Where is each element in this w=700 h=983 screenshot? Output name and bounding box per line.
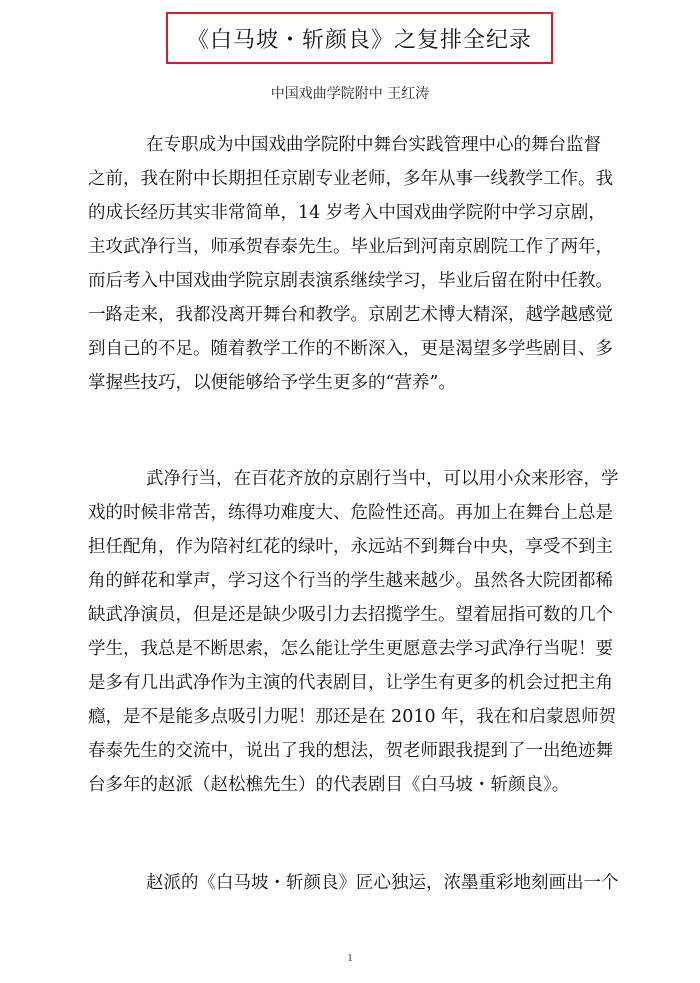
text-line: 春泰先生的交流中，说出了我的想法，贺老师跟我提到了一出绝迹舞: [88, 741, 613, 761]
text-line: 掌握些技巧，以便能够给予学生更多的“营养”。: [88, 373, 456, 393]
text-line: 之前，我在附中长期担任京剧专业老师，多年从事一线教学工作。我: [88, 169, 613, 189]
text-line: 到自己的不足。随着教学工作的不断深入，更是渴望多学些剧目、多: [88, 339, 613, 359]
page-number: 1: [347, 952, 353, 964]
text-line: 学生，我总是不断思索，怎么能让学生更愿意去学习武净行当呢！要: [88, 639, 613, 659]
text-line: 的成长经历其实非常简单，14 岁考入中国戏曲学院附中学习京剧，: [88, 203, 606, 223]
text-line: 是多有几出武净作为主演的代表剧目，让学生有更多的机会过把主角: [88, 673, 613, 693]
text-line: 缺武净演员，但是还是缺少吸引力去招揽学生。望着屈指可数的几个: [88, 605, 613, 625]
paragraph-2: [88, 462, 619, 802]
paragraph-1: [88, 128, 613, 400]
author-line: 中国戏曲学院附中 王红涛: [270, 86, 430, 102]
paragraph-3: [88, 866, 619, 900]
document-title: 《白马坡・斩颜良》之复排全纪录: [186, 27, 532, 53]
text-line: 角的鲜花和掌声，学习这个行当的学生越来越少。虽然各大院团都稀: [88, 571, 613, 591]
text-line: 担任配角，作为陪衬红花的绿叶，永远站不到舞台中央，享受不到主: [88, 537, 613, 557]
text-line: 在专职成为中国戏曲学院附中舞台实践管理中心的舞台监督: [146, 135, 601, 155]
text-line: 而后考入中国戏曲学院京剧表演系继续学习，毕业后留在附中任教。: [88, 271, 613, 291]
text-line: 一路走来，我都没离开舞台和教学。京剧艺术博大精深，越学越感觉: [88, 305, 613, 325]
text-line: 瘾，是不是能多点吸引力呢！那还是在 2010 年，我在和启蒙恩师贺: [88, 707, 617, 727]
text-line: 戏的时候非常苦，练得功难度大、危险性还高。再加上在舞台上总是: [88, 503, 613, 523]
title-box: [166, 12, 553, 64]
text-line: 赵派的《白马坡・斩颜良》匠心独运，浓墨重彩地刻画出一个: [146, 873, 619, 893]
text-line: 主攻武净行当，师承贺春泰先生。毕业后到河南京剧院工作了两年，: [88, 237, 613, 257]
text-line: 台多年的赵派（赵松樵先生）的代表剧目《白马坡・斩颜良》。: [88, 775, 570, 795]
text-line: 武净行当，在百花齐放的京剧行当中，可以用小众来形容，学: [146, 469, 619, 489]
